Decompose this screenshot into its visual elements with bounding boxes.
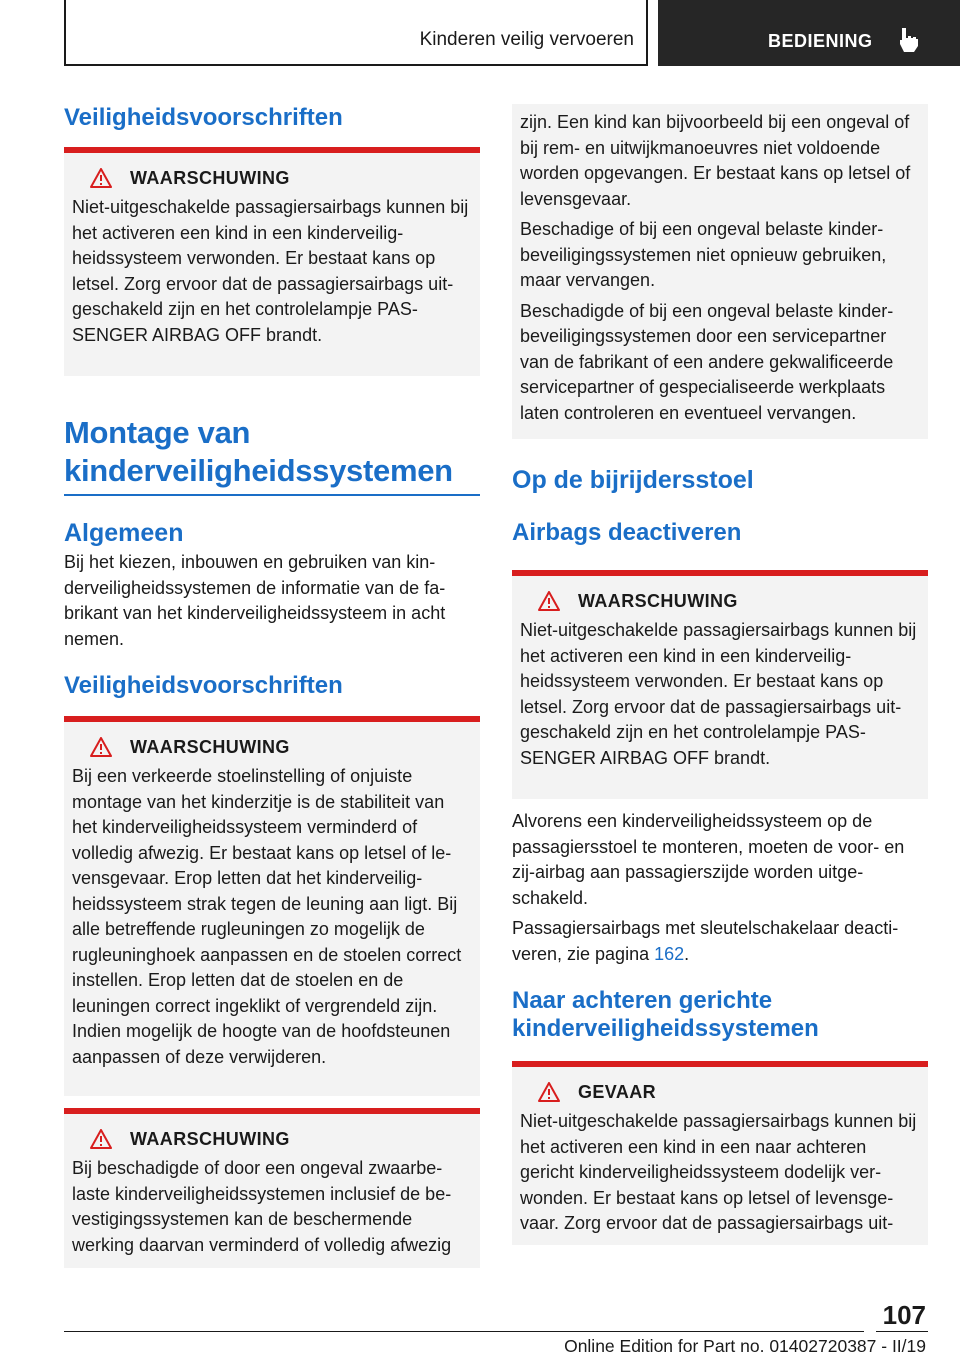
heading-montage-wrap	[64, 414, 480, 496]
warning-title: WAARSCHUWING	[130, 1128, 290, 1149]
warning-title: WAARSCHUWING	[130, 167, 290, 188]
warning-text: Niet-uitgeschakelde passagiersairbags kunnen bij het activeren een kind in een kinderveiligheidssysteem verwonden. Er bestaat kans op letsel. Zorg ervoor dat de passagiersairbags uitgeschakeld zijn en het controlelampje PASSENGER AIRBAG OFF brandt.	[72, 197, 469, 345]
footer-rule-short	[876, 1331, 928, 1332]
page-number: 107	[882, 1300, 926, 1330]
header-chapter-title: BEDIENING	[768, 31, 873, 51]
warning-triangle-icon	[538, 1082, 560, 1102]
heading-achteren: Naar achteren gerichte kinderveiligheidssystemen	[512, 987, 819, 1042]
warning-box-3	[64, 1108, 480, 1268]
warning-box-3-continued	[512, 104, 928, 439]
warning-text: Beschadige of bij een ongeval belaste kinderbeveiligingssystemen niet opnieuw gebruiken, maar vervangen.	[520, 219, 887, 290]
header-section-title: Kinderen veilig vervoeren	[419, 29, 634, 50]
warning-box-1	[64, 147, 480, 376]
warning-text: zijn. Een kind kan bijvoorbeeld bij een ongeval of bij rem- en uitwijkmanoeuvres niet voldoende worden opgevangen. Er bestaat kans op letsel of levensgevaar.	[520, 112, 911, 209]
warning-title: WAARSCHUWING	[578, 590, 738, 611]
heading-bijrijder: Op de bijrijdersstoel	[512, 466, 754, 494]
page-reference-link[interactable]: 162	[654, 943, 685, 964]
airbag-paragraph-1: Alvorens een kinderveiligheidssysteem op de passagiersstoel te monteren, moeten de voor- en zij-airbag aan passagierszijde worden uitgeschakeld.	[512, 811, 905, 908]
paragraph-text: Passagiersairbags met sleutelschakelaar deactiveren, zie pagina	[512, 918, 899, 964]
paragraph-text: .	[684, 943, 690, 964]
heading-safety-2: Veiligheidsvoorschriften	[64, 672, 343, 699]
warning-box-4	[512, 570, 928, 799]
danger-title: GEVAAR	[578, 1081, 657, 1102]
warning-triangle-icon	[538, 591, 560, 611]
heading-airbags: Airbags deactiveren	[512, 519, 742, 546]
algemeen-text: Bij het kiezen, inbouwen en gebruiken van kinderveiligheidssystemen de informatie van de fabrikant van het kinderveiligheidssysteem in acht nemen.	[64, 552, 446, 649]
airbag-paragraph-2	[512, 916, 928, 967]
heading-montage: Montage van kinderveiligheidssystemen	[64, 415, 453, 488]
warning-triangle-icon	[90, 168, 112, 188]
footer-rule	[64, 1331, 864, 1332]
warning-triangle-icon	[90, 737, 112, 757]
warning-box-5	[512, 1061, 928, 1245]
warning-box-2	[64, 716, 480, 1096]
warning-text: Niet-uitgeschakelde passagiersairbags kunnen bij het activeren een kind in een naar achteren gericht kinderveiligheidssysteem dodelijk verwonden. Er bestaat kans op letsel of levensgevaar. Zorg ervoor dat de passagiersairbags uit-	[520, 1111, 917, 1233]
warning-text: Bij een verkeerde stoelinstelling of onjuiste montage van het kinderzitje is de stabiliteit van het kinderveiligheidssysteem verminderd of volledig afwezig. Er bestaat kans op letsel of levensgevaar. Erop letten dat het kinderveiligheidssysteem strak tegen de leuning aan ligt. Bij alle betreffende rugleuningen zo mogelijk de rugleuninghoek aanpassen en de stoelen correct instellen. Erop letten dat de stoelen en de leuningen correct ingeklikt of vergrendeld zijn. Indien mogelijk de hoogte van de hoofdsteunen aanpassen of deze verwijderen.	[72, 766, 462, 1067]
warning-title: WAARSCHUWING	[130, 736, 290, 757]
heading-safety-top: Veiligheidsvoorschriften	[64, 104, 343, 131]
header-section-box	[64, 0, 648, 66]
warning-text: Bij beschadigde of door een ongeval zwaarbelaste kinderveiligheidssystemen inclusief de bevestigingssystemen kan de beschermende werking daarvan verminderd of volledig afwezig	[72, 1158, 452, 1255]
header-chapter-box	[658, 0, 960, 66]
pointing-hand-icon	[896, 26, 922, 54]
left-column	[64, 100, 480, 1268]
warning-text: Niet-uitgeschakelde passagiersairbags kunnen bij het activeren een kind in een kinderveiligheidssysteem verwonden. Er bestaat kans op letsel. Zorg ervoor dat de passagiersairbags uitgeschakeld zijn en het controlelampje PASSENGER AIRBAG OFF brandt.	[520, 620, 917, 768]
warning-text: Beschadigde of bij een ongeval belaste kinderbeveiligingssystemen door een servicepartner van de fabrikant of een andere gekwalificeerde servicepartner of gespecialiseerde werkplaats laten controleren en eventueel vervangen.	[520, 300, 894, 423]
right-column	[512, 104, 928, 1245]
footer-edition: Online Edition for Part no. 01402720387 - II/19	[564, 1336, 926, 1356]
heading-algemeen: Algemeen	[64, 519, 184, 547]
warning-triangle-icon	[90, 1129, 112, 1149]
